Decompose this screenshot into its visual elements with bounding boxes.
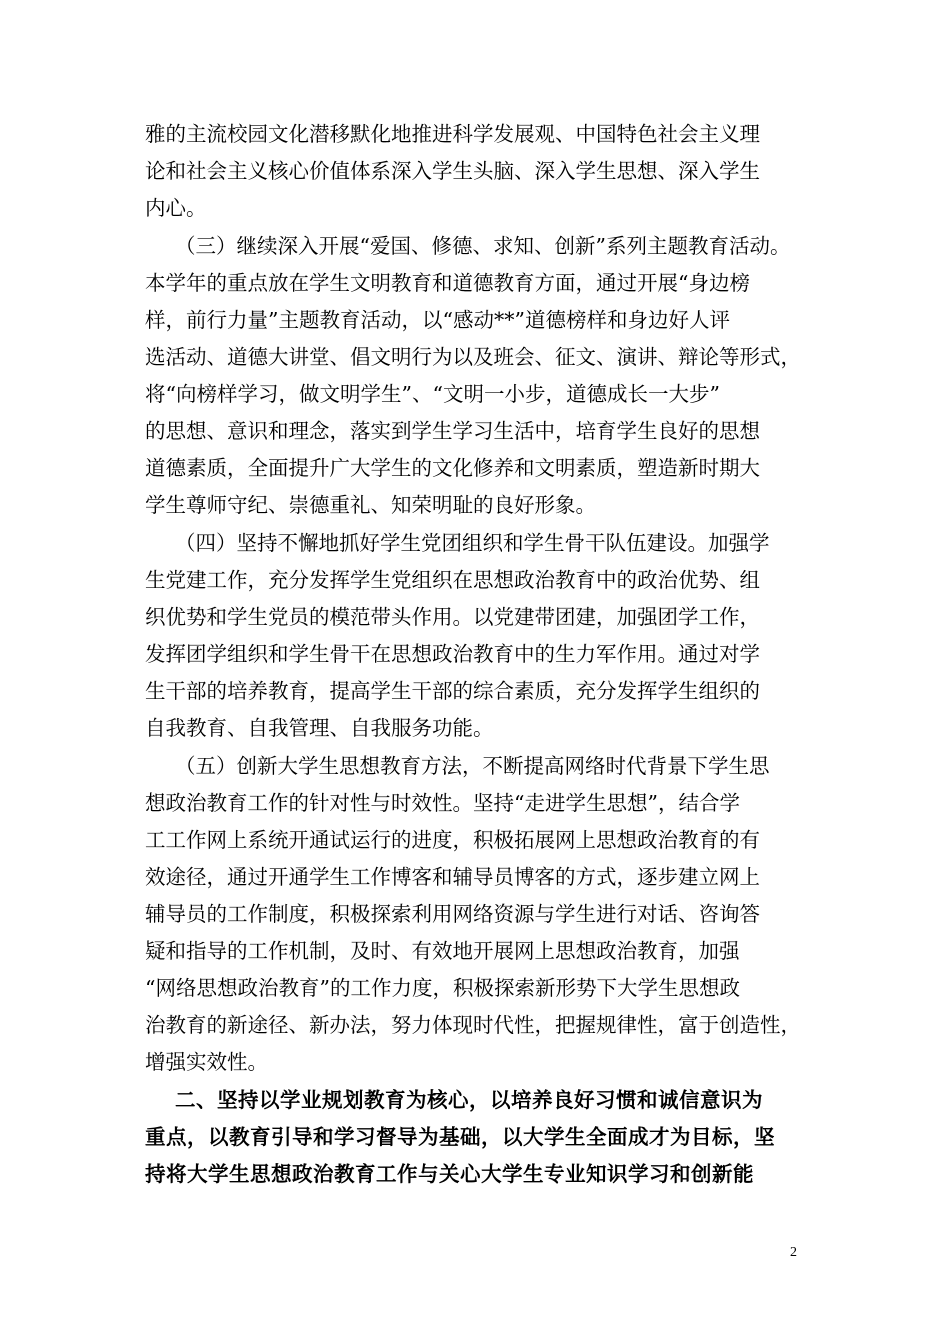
text-line: 织优势和学生党员的模范带头作用。以党建带团建，加强团学工作， xyxy=(145,605,760,629)
text-line: 论和社会主义核心价值体系深入学生头脑、深入学生思想、深入学生 xyxy=(145,159,760,183)
section-2-heading: 二、坚持以学业规划教育为核心，以培养良好习惯和诚信意识为 xyxy=(175,1088,763,1112)
page-number: 2 xyxy=(790,1245,797,1260)
text-line: 辅导员的工作制度，积极探索利用网络资源与学生进行对话、咨询答 xyxy=(145,902,760,926)
text-line: 的思想、意识和理念，落实到学生学习生活中，培育学生良好的思想 xyxy=(145,419,760,443)
text-line: 雅的主流校园文化潜移默化地推进科学发展观、中国特色社会主义理 xyxy=(145,122,760,146)
text-line: 自我教育、自我管理、自我服务功能。 xyxy=(145,716,494,740)
text-line: 内心。 xyxy=(145,196,207,220)
text-line: 治教育的新途径、新办法，努力体现时代性，把握规律性，富于创造性， xyxy=(145,1013,801,1037)
text-line: 本学年的重点放在学生文明教育和道德教育方面，通过开展“身边榜 xyxy=(145,271,750,295)
text-line: 道德素质，全面提升广大学生的文化修养和文明素质，塑造新时期大 xyxy=(145,456,760,480)
text-line: 生党建工作，充分发挥学生党组织在思想政治教育中的政治优势、组 xyxy=(145,568,760,592)
text-line: 将“向榜样学习，做文明学生”、“文明一小步，道德成长一大步” xyxy=(145,382,720,406)
text-line: 想政治教育工作的针对性与时效性。坚持“走进学生思想”，结合学 xyxy=(145,791,740,815)
text-line: 增强实效性。 xyxy=(145,1050,268,1074)
text-line: 学生尊师守纪、崇德重礼、知荣明耻的良好形象。 xyxy=(145,493,596,517)
section-3-heading: （三）继续深入开展“爱国、修德、求知、创新”系列主题教育活动。 xyxy=(175,234,791,258)
section-4-heading: （四）坚持不懈地抓好学生党团组织和学生骨干队伍建设。加强学 xyxy=(175,531,770,555)
text-line: 疑和指导的工作机制，及时、有效地开展网上思想政治教育，加强 xyxy=(145,939,740,963)
text-line: 选活动、道德大讲堂、倡文明行为以及班会、征文、演讲、辩论等形式， xyxy=(145,345,801,369)
text-line: 发挥团学组织和学生骨干在思想政治教育中的生力军作用。通过对学 xyxy=(145,642,760,666)
text-line: 效途径，通过开通学生工作博客和辅导员博客的方式，逐步建立网上 xyxy=(145,865,760,889)
text-line: 工工作网上系统开通试运行的进度，积极拓展网上思想政治教育的有 xyxy=(145,828,760,852)
section-5-heading: （五）创新大学生思想教育方法，不断提高网络时代背景下学生思 xyxy=(175,754,770,778)
text-line: 样，前行力量”主题教育活动，以“感动**”道德榜样和身边好人评 xyxy=(145,308,730,332)
text-line: 生干部的培养教育，提高学生干部的综合素质，充分发挥学生组织的 xyxy=(145,679,760,703)
bold-text-line: 重点，以教育引导和学习督导为基础，以大学生全面成才为目标，坚 xyxy=(145,1125,775,1149)
text-line: “网络思想政治教育”的工作力度，积极探索新形势下大学生思想政 xyxy=(145,976,740,1000)
bold-text-line: 持将大学生思想政治教育工作与关心大学生专业知识学习和创新能 xyxy=(145,1162,754,1186)
